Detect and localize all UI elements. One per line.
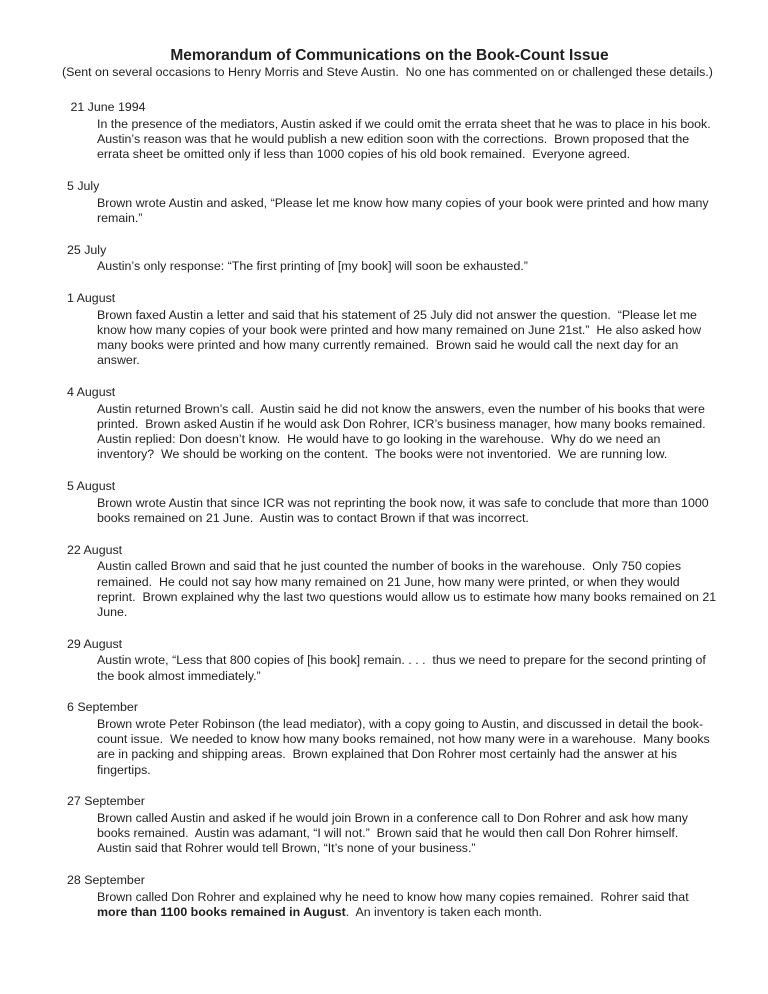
entry-body-segment: Austin wrote, “Less that 800 copies of [his book] remain. . . . thus we need to prepare for the second printing of the book almost immediately.” [97, 653, 710, 683]
entry-date: 21 June 1994 [67, 100, 146, 115]
entry-body-segment: Brown wrote Austin that since ICR was not reprinting the book now, it was safe to conclude that more than 1000 books remained on 21 June. Austin was to contact Brown if that was incorrect. [97, 495, 713, 525]
entry-body [62, 308, 717, 369]
entry-body-segment: Brown called Don Rohrer and explained why he need to know how many copies remained. Rohrer said that [97, 889, 693, 904]
entry-body [62, 196, 717, 226]
memo-entry [62, 243, 717, 275]
entry-date: 1 August [67, 291, 116, 306]
entry-body [62, 259, 717, 274]
memo-entry [62, 700, 717, 778]
entry-date: 22 August [67, 542, 123, 557]
memo-subtitle: (Sent on several occasions to Henry Morris and Steve Austin. No one has commented on or challenged these details.) [62, 65, 713, 79]
entry-body-segment: Austin called Brown and said that he just counted the number of books in the warehouse. Only 750 copies remained. He could not say how many remained on 21 June, how many were printed, or when they would reprint. Brown explained why the last two questions would allow us to estimate how many books remained on 21 June. [97, 559, 720, 619]
entry-date: 25 July [67, 242, 107, 257]
entry-date: 27 September [67, 794, 145, 809]
entry-body [62, 117, 717, 163]
entry-date: 5 July [67, 179, 100, 194]
entry-body-segment: more than 1100 books remained in August [97, 905, 346, 920]
entry-body-segment: Austin returned Brown’s call. Austin said he did not know the answers, even the number of his books that were printed. Brown asked Austin if he would ask Don Rohrer, ICR’s business manager, how many books remained. Austin replied: Don doesn’t know. He would have to go looking in the warehouse. Why do we need an inventory? We should be working on the content. The books were not inventoried. We are running low. [97, 401, 712, 462]
entry-date: 4 August [67, 385, 116, 400]
memo-title: Memorandum of Communications on the Book-Count Issue [170, 47, 609, 64]
entry-body-segment: Brown wrote Austin and asked, “Please let me know how many copies of your book were printed and how many remain.” [97, 195, 713, 225]
entry-date: 5 August [67, 479, 116, 494]
entry-body [62, 653, 717, 683]
entry-body [62, 559, 720, 620]
entry-body-segment: Brown faxed Austin a letter and said that his statement of 25 July did not answer the question. “Please let me know how many copies of your book were printed and how many remained on June 21st.” He also asked how many books were printed and how many currently remained. Brown said he would call the next day for an answer. [97, 307, 705, 368]
entry-body-segment: . An inventory is taken each month. [345, 905, 543, 920]
entry-body [62, 496, 717, 526]
memo-entry [62, 179, 717, 226]
memo-entry [62, 479, 717, 526]
memo-entry [62, 385, 717, 463]
memo-entry [62, 637, 717, 684]
entry-body [62, 717, 717, 778]
entry-body-segment: Austin’s only response: “The first printing of [my book] will soon be exhausted.” [97, 259, 528, 274]
memo-entry [62, 291, 717, 369]
entry-body [62, 811, 717, 857]
entry-date: 6 September [67, 700, 138, 715]
entry-body-segment: Brown called Austin and asked if he would join Brown in a conference call to Don Rohrer and ask how many books remained. Austin was adamant, “I will not.” Brown said that he would then call Don Rohrer himself. Austin said that Rohrer would tell Brown, “It’s none of your business.” [97, 811, 692, 856]
entry-date: 29 August [67, 636, 123, 651]
entry-body-segment: In the presence of the mediators, Austin asked if we could omit the errata sheet that he was to place in his book. Austin’s reason was that he would publish a new edition soon with the corrections. Brown proposed that the errata sheet be omitted only if less than 1000 copies of his old book remained. Everyone agreed. [97, 116, 717, 162]
entry-body-segment: Brown wrote Peter Robinson (the lead mediator), with a copy going to Austin, and discussed in detail the book-count issue. We needed to know how many books remained, not how many were in a warehouse. Many books are in packing and shipping areas. Brown explained that Don Rohrer most certainly had the answer at his fingertips. [97, 717, 714, 777]
memo-entries [62, 100, 720, 920]
entry-body [62, 402, 717, 463]
memo-entry [62, 100, 717, 162]
memo-entry [62, 542, 720, 621]
entry-date: 28 September [67, 873, 145, 888]
entry-body [62, 890, 717, 920]
memo-entry [62, 873, 717, 920]
memo-entry [62, 794, 717, 856]
